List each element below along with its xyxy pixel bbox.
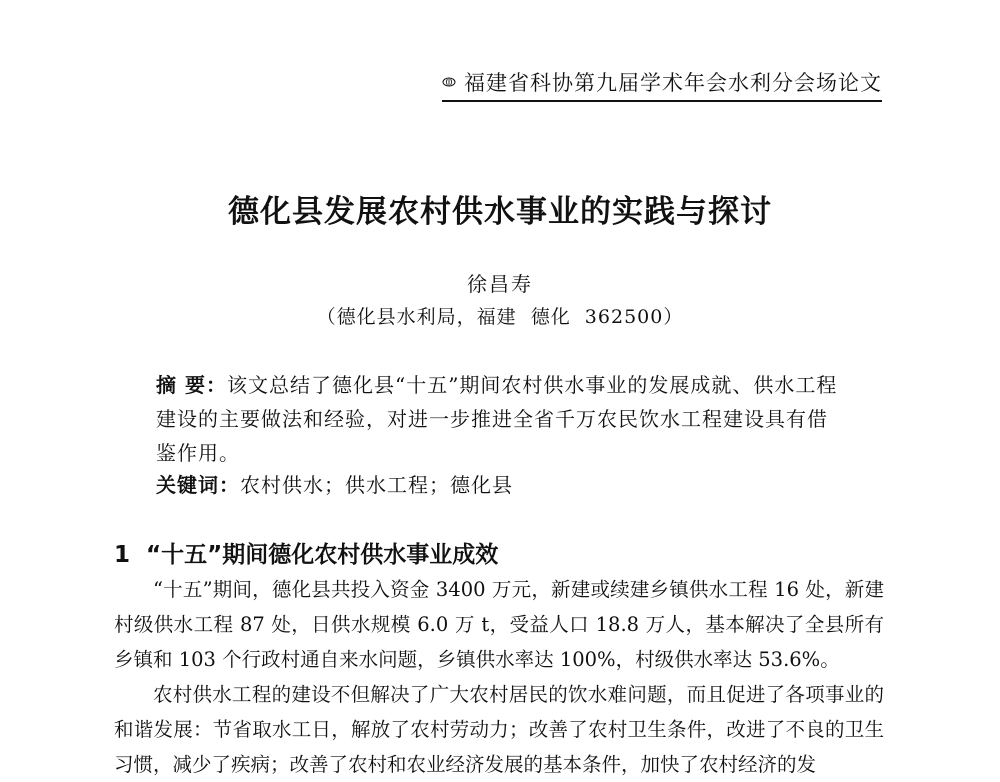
abstract xyxy=(156,368,846,470)
author-name: 徐昌寿 xyxy=(467,272,533,296)
abstract-text: 该文总结了德化县“十五”期间农村供水事业的发展成就、供水工程建设的主要做法和经验，对进一步推进全省千万农民饮水工程建设具有借鉴作用。 xyxy=(156,373,838,465)
section-heading: 1 “十五”期间德化农村供水事业成效 xyxy=(114,542,499,568)
author-affiliation: （德化县水利局，福建 德化 362500） xyxy=(316,306,684,328)
page-header xyxy=(442,64,882,102)
body-paragraph: 农村供水工程的建设不但解决了广大农村居民的饮水难问题，而且促进了各项事业的和谐发展：节省取水工日，解放了农村劳动力；改善了农村卫生条件，改进了不良的卫生习惯，减少了疾病；改善了农村和农业经济发展的基本条件，加快了农村经济的发 xyxy=(114,683,884,776)
paper-title: 德化县发展农村供水事业的实践与探讨 xyxy=(228,194,772,230)
keywords-text: 农村供水；供水工程；德化县 xyxy=(240,473,513,497)
association-logo-icon xyxy=(442,68,456,96)
keywords-label: 关键词： xyxy=(156,473,240,497)
section-body xyxy=(114,572,884,782)
body-paragraph: “十五”期间，德化县共投入资金 3400 万元，新建或续建乡镇供水工程 16 处，新建村级供水工程 87 处，日供水规模 6.0 万 t，受益人口 18.8 万人，基本解决了全县所有乡镇和 103 个行政村通自来水问题，乡镇供水率达 100%，村级供水率达 53.6%。 xyxy=(114,578,884,671)
conference-name: 福建省科协第九届学术年会水利分会场论文 xyxy=(464,71,882,95)
abstract-label: 摘 要： xyxy=(156,373,227,397)
keywords xyxy=(156,470,846,500)
